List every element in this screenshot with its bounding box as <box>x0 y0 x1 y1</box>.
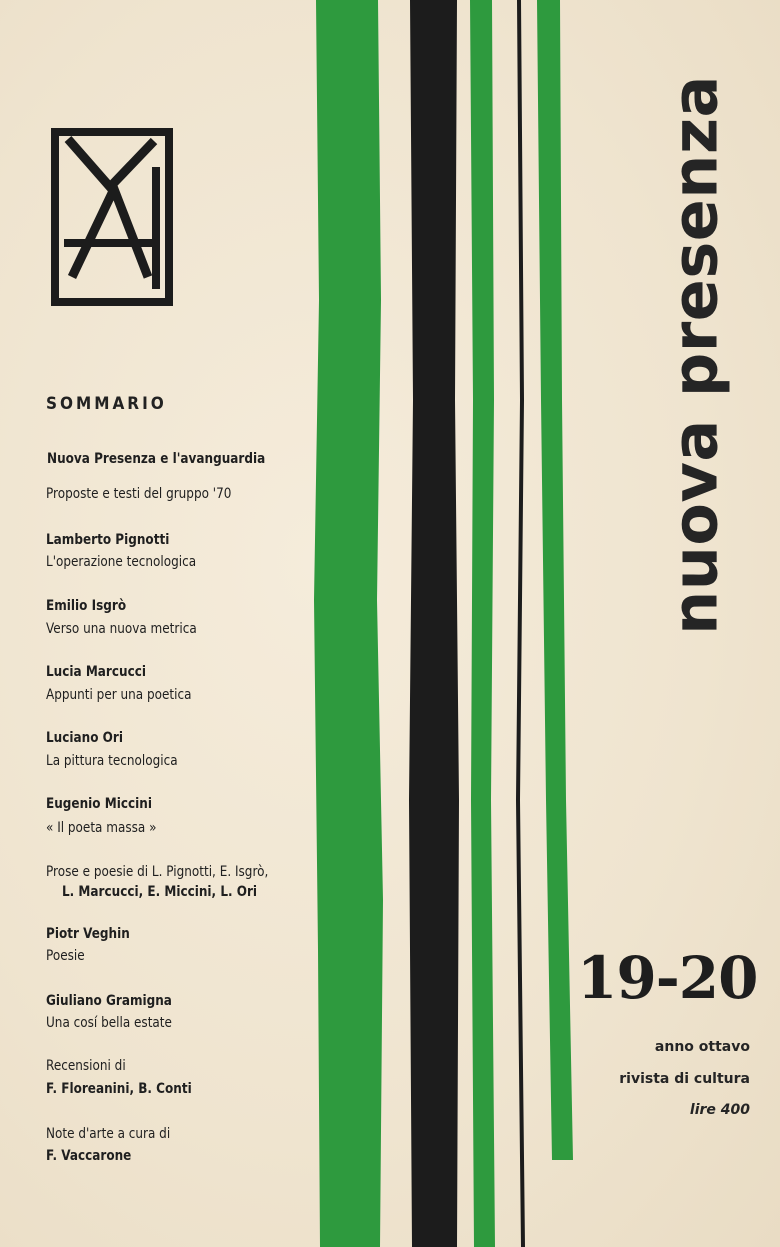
toc-entry-3-title: Verso una nuova metrica <box>46 621 197 637</box>
green-stripe-wide <box>314 0 383 1247</box>
price-label: lire 400 <box>689 1102 750 1118</box>
green-stripe-right <box>537 0 573 1160</box>
toc-entry-7-line-1: Prose e poesie di L. Pignotti, E. Isgrò, <box>46 864 269 880</box>
toc-entry-11-line-2: F. Vaccarone <box>46 1148 132 1164</box>
green-stripe-middle <box>470 0 495 1247</box>
toc-entry-7-line-2: L. Marcucci, E. Miccini, L. Ori <box>62 884 258 900</box>
monogram-logo-icon <box>50 127 174 307</box>
toc-entry-9-title: Una cosí bella estate <box>46 1015 172 1031</box>
issue-number: 19-20 <box>577 944 758 1012</box>
toc-entry-6-author: Eugenio Miccini <box>46 796 152 812</box>
year-label: anno ottavo <box>654 1039 750 1055</box>
subtitle: rivista di cultura <box>619 1071 750 1087</box>
toc-entry-2-title: L'operazione tecnologica <box>46 554 197 570</box>
toc-entry-3-author: Emilio Isgrò <box>46 598 127 614</box>
thin-black-line <box>516 0 525 1247</box>
toc-entry-11-line-1: Note d'arte a cura di <box>46 1126 171 1142</box>
toc-entry-4-author: Lucia Marcucci <box>46 664 146 680</box>
toc-entry-10-line-2: F. Floreanini, B. Conti <box>46 1081 192 1097</box>
toc-entry-8-title: Poesie <box>46 948 85 964</box>
toc-entry-1-line-2: Proposte e testi del gruppo '70 <box>46 486 232 502</box>
toc-entry-4-title: Appunti per una poetica <box>46 687 192 703</box>
magazine-title-vertical <box>620 75 770 635</box>
toc-entry-6-title: « Il poeta massa » <box>46 820 157 836</box>
toc-entry-5-author: Luciano Ori <box>46 730 123 746</box>
black-stripe <box>409 0 459 1247</box>
sommario-heading: SOMMARIO <box>46 394 167 414</box>
toc-entry-5-title: La pittura tecnologica <box>46 753 178 769</box>
magazine-title: nuova presenza <box>658 75 732 635</box>
toc-entry-10-line-1: Recensioni di <box>46 1058 126 1074</box>
toc-entry-9-author: Giuliano Gramigna <box>46 993 172 1009</box>
toc-entry-1-line-1: Nuova Presenza e l'avanguardia <box>47 451 266 467</box>
toc-entry-8-author: Piotr Veghin <box>46 926 130 942</box>
toc-entry-2-author: Lamberto Pignotti <box>46 532 170 548</box>
